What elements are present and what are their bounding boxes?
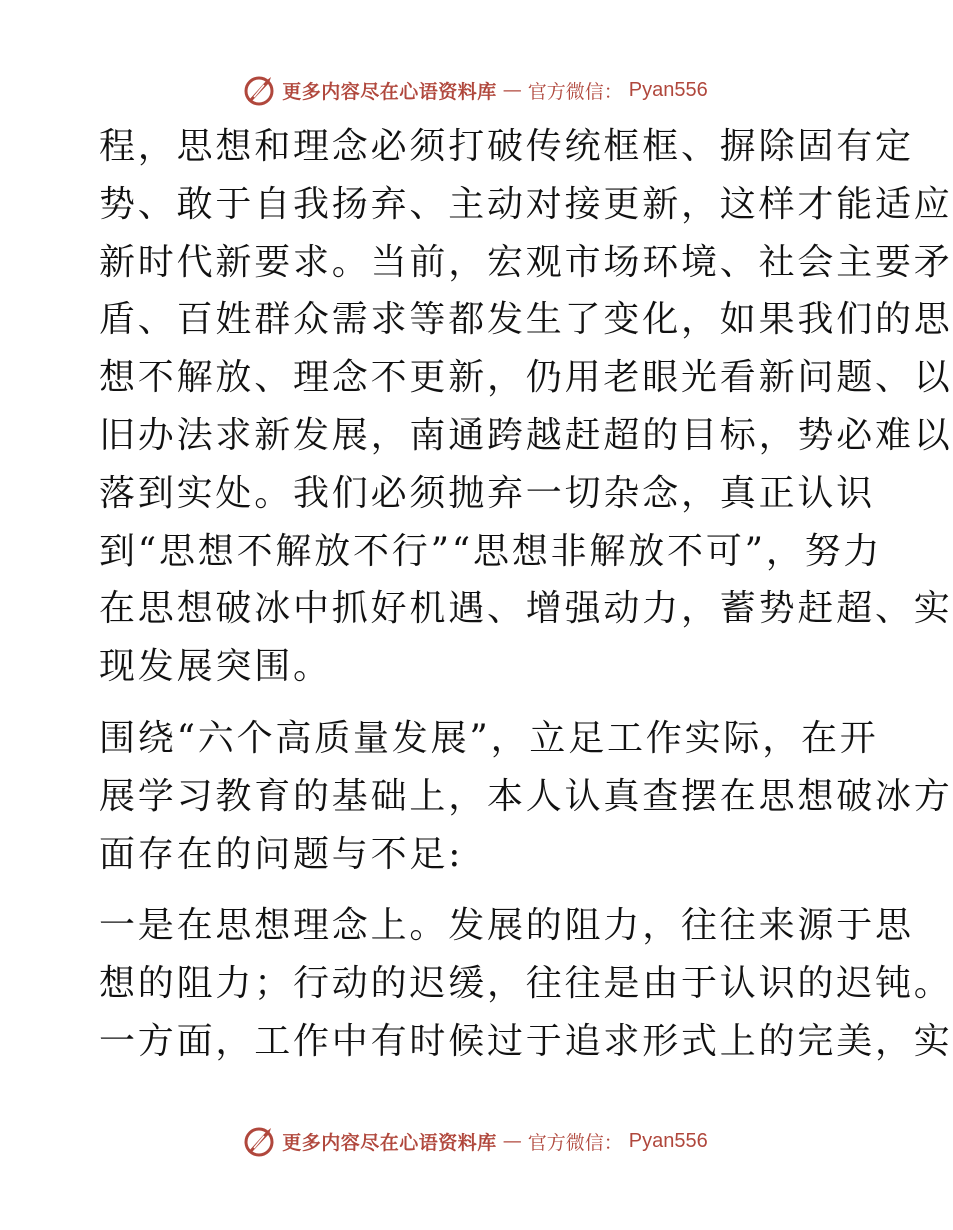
text-line: 展学习教育的基础上，本人认真查摆在思想破冰方 — [99, 775, 953, 817]
footer-watermark — [0, 1121, 950, 1161]
watermark-site-text: 更多内容尽在心语资料库 — [282, 80, 497, 103]
paragraph-1 — [99, 118, 953, 696]
text-line: 到“思想不解放不行”“思想非解放不可”，努力 — [99, 530, 883, 572]
watermark-wechat-label: 官方微信： — [527, 80, 623, 103]
document-body — [99, 118, 953, 1071]
header-watermark — [0, 70, 950, 110]
watermark-separator: — — [502, 79, 522, 101]
text-line: 一方面，工作中有时候过于追求形式上的完美，实 — [99, 1020, 953, 1062]
text-line: 想不解放、理念不更新，仍用老眼光看新问题、以 — [99, 357, 953, 399]
paragraph-gap — [99, 883, 851, 897]
watermark-wechat-id: Pyan556 — [628, 78, 708, 101]
text-line: 围绕“六个高质量发展”，立足工作实际，在开 — [99, 717, 879, 759]
watermark-wechat-label: 官方微信： — [527, 1131, 623, 1154]
text-line: 在思想破冰中抓好机遇、增强动力，蓄势赶超、实 — [99, 588, 953, 630]
text-line: 势、敢于自我扬弃、主动对接更新，这样才能适应 — [99, 183, 953, 225]
text-line: 落到实处。我们必须抛弃一切杂念，真正认识 — [99, 472, 876, 514]
text-line: 现发展突围。 — [99, 646, 332, 688]
quill-pen-circle-icon — [242, 73, 276, 107]
paragraph-gap — [99, 696, 851, 710]
watermark-separator: — — [502, 1130, 522, 1152]
text-line: 面存在的问题与不足: — [99, 833, 464, 875]
text-line: 旧办法求新发展，南通跨越赶超的目标，势必难以 — [99, 414, 953, 456]
text-line: 想的阻力；行动的迟缓，往往是由于认识的迟钝。 — [99, 963, 953, 1005]
text-line: 盾、百姓群众需求等都发生了变化，如果我们的思 — [99, 299, 953, 341]
paragraph-3 — [99, 897, 953, 1070]
paragraph-2 — [99, 710, 953, 883]
quill-pen-circle-icon — [242, 1124, 276, 1158]
watermark-site-text: 更多内容尽在心语资料库 — [282, 1131, 497, 1154]
text-line: 程，思想和理念必须打破传统框框、摒除固有定 — [99, 126, 914, 167]
text-line: 一是在思想理念上。发展的阻力，往往来源于思 — [99, 905, 914, 947]
watermark-wechat-id: Pyan556 — [628, 1129, 708, 1152]
text-line: 新时代新要求。当前，宏观市场环境、社会主要矛 — [99, 241, 953, 283]
